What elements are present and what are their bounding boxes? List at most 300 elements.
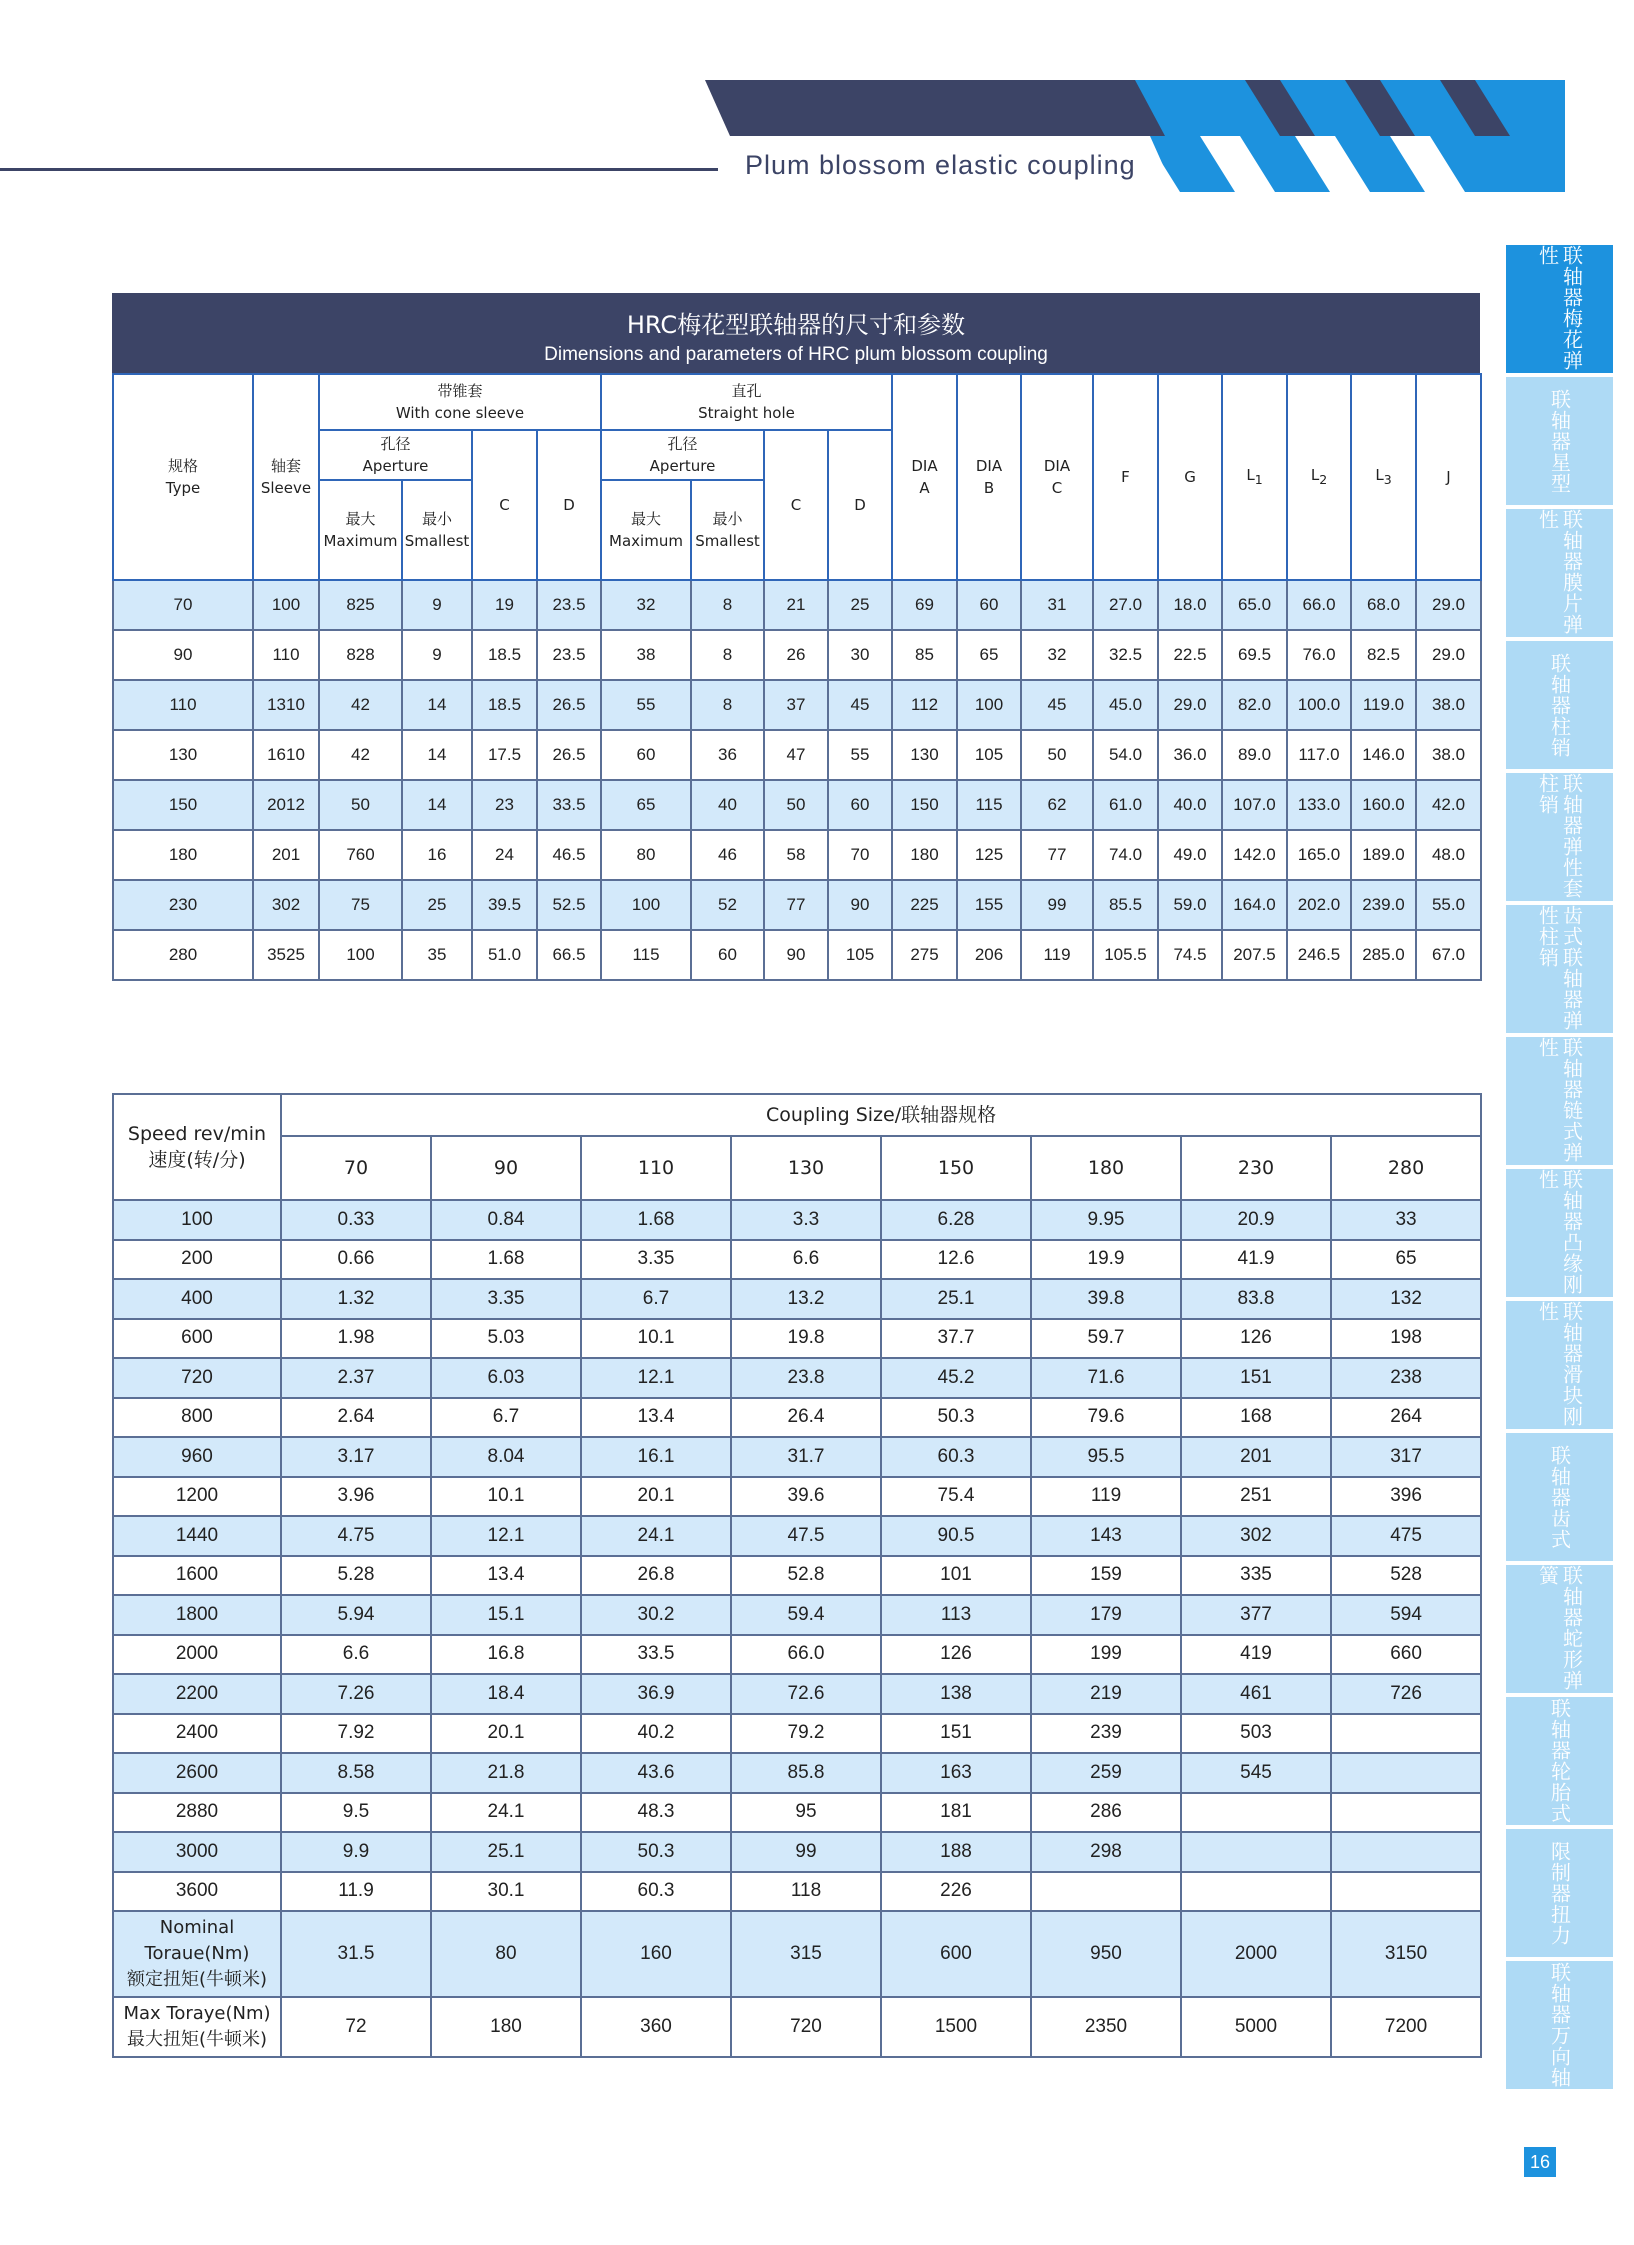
table-cell: 45.0 <box>1093 680 1158 730</box>
table-cell: 150 <box>113 780 253 830</box>
table-cell: 70 <box>828 830 892 880</box>
table-cell: 82.0 <box>1222 680 1287 730</box>
table-cell: 1610 <box>253 730 319 780</box>
table-cell: 32 <box>1021 630 1093 680</box>
th-size: 90 <box>431 1136 581 1200</box>
table-cell: 110 <box>113 680 253 730</box>
table-cell: 31 <box>1021 580 1093 630</box>
table-cell: 9 <box>402 580 472 630</box>
table-cell: 3600 <box>113 1872 281 1912</box>
table-cell: 239.0 <box>1351 880 1416 930</box>
th-l3: $L_3$ <box>1351 374 1416 580</box>
table-cell: 12.1 <box>581 1358 731 1398</box>
table-cell: 50.3 <box>881 1398 1031 1438</box>
side-tab-nav <box>1506 245 1613 2093</box>
table-cell: 39.8 <box>1031 1279 1181 1319</box>
table-cell: 48.3 <box>581 1793 731 1833</box>
table-cell: 115 <box>601 930 691 980</box>
table-row <box>113 1240 1481 1280</box>
table-cell: 2000 <box>1181 1911 1331 1997</box>
table-row <box>113 1635 1481 1675</box>
table-cell: 238 <box>1331 1358 1481 1398</box>
table-cell: 225 <box>892 880 957 930</box>
table-cell: 8 <box>691 580 764 630</box>
table-cell: 825 <box>319 580 402 630</box>
header-title: Plum blossom elastic coupling <box>745 150 1136 180</box>
table-cell <box>1031 1872 1181 1912</box>
th-straight-c: C <box>764 430 828 580</box>
table-cell: 60.3 <box>581 1872 731 1912</box>
table-cell: 24.1 <box>431 1793 581 1833</box>
table-cell: 1310 <box>253 680 319 730</box>
table-cell: 461 <box>1181 1674 1331 1714</box>
table-cell: 400 <box>113 1279 281 1319</box>
table-row <box>113 1556 1481 1596</box>
table-cell: 100 <box>957 680 1021 730</box>
th-j: J <box>1416 374 1481 580</box>
table-cell: 113 <box>881 1595 1031 1635</box>
table-cell: 37.7 <box>881 1319 1031 1359</box>
table-cell: 146.0 <box>1351 730 1416 780</box>
side-tab[interactable] <box>1506 1697 1613 1825</box>
table-cell: 130 <box>892 730 957 780</box>
table-cell: 80 <box>601 830 691 880</box>
table-cell <box>1181 1793 1331 1833</box>
table-row <box>113 680 1481 730</box>
th-l2: $L_2$ <box>1287 374 1351 580</box>
table-cell: 159 <box>1031 1556 1181 1596</box>
table-cell: 66.0 <box>731 1635 881 1675</box>
table-cell: 100.0 <box>1287 680 1351 730</box>
table-cell: 40.2 <box>581 1714 731 1754</box>
table-row <box>113 1832 1481 1872</box>
table-cell <box>1331 1714 1481 1754</box>
table-row <box>113 830 1481 880</box>
table-cell: 396 <box>1331 1477 1481 1517</box>
side-tab-label: 联轴器链式弹性 <box>1535 1037 1584 1163</box>
table-cell: 259 <box>1031 1753 1181 1793</box>
side-tab-label: 联轴器滑块刚性 <box>1535 1301 1584 1427</box>
table-cell: 85.5 <box>1093 880 1158 930</box>
table1-title-en: Dimensions and parameters of HRC plum blossom coupling <box>544 344 1048 365</box>
table-cell: 55.0 <box>1416 880 1481 930</box>
table-cell: 1440 <box>113 1516 281 1556</box>
table-cell <box>1331 1793 1481 1833</box>
table-cell: 18.5 <box>472 630 537 680</box>
table-cell: 8 <box>691 680 764 730</box>
table-cell: 11.9 <box>281 1872 431 1912</box>
table-cell: 21 <box>764 580 828 630</box>
table-cell: 119 <box>1021 930 1093 980</box>
table-cell: 26.5 <box>537 730 601 780</box>
table-cell: 24 <box>472 830 537 880</box>
table-cell: 20.1 <box>431 1714 581 1754</box>
table-cell: 180 <box>892 830 957 880</box>
table-cell: 26.5 <box>537 680 601 730</box>
table-cell: 21.8 <box>431 1753 581 1793</box>
table-cell <box>1331 1872 1481 1912</box>
table-cell: 26.4 <box>731 1398 881 1438</box>
table-cell: 8 <box>691 630 764 680</box>
table-cell: 76.0 <box>1287 630 1351 680</box>
table-row <box>113 1595 1481 1635</box>
table-cell: 38 <box>601 630 691 680</box>
table-cell: 100 <box>253 580 319 630</box>
table-cell: 3.35 <box>581 1240 731 1280</box>
table-cell: 160.0 <box>1351 780 1416 830</box>
table-cell: 79.6 <box>1031 1398 1181 1438</box>
side-tab-label: 联轴器凸缘刚性 <box>1535 1169 1584 1295</box>
table-cell: 9.95 <box>1031 1200 1181 1240</box>
table-cell: 3525 <box>253 930 319 980</box>
table-cell: 38.0 <box>1416 680 1481 730</box>
table-cell: 119.0 <box>1351 680 1416 730</box>
table-cell: 42 <box>319 680 402 730</box>
side-tab-label: 联轴器弹性套柱销 <box>1535 773 1584 899</box>
table-cell: 285.0 <box>1351 930 1416 980</box>
side-tab[interactable] <box>1506 1961 1613 2089</box>
table-cell: 85 <box>892 630 957 680</box>
table-cell: 23.8 <box>731 1358 881 1398</box>
table-cell: 594 <box>1331 1595 1481 1635</box>
table-cell: 6.7 <box>431 1398 581 1438</box>
table-cell: 960 <box>113 1437 281 1477</box>
table-cell: 95 <box>731 1793 881 1833</box>
side-tab[interactable] <box>1506 641 1613 769</box>
table-cell: 50 <box>319 780 402 830</box>
th-size: 180 <box>1031 1136 1181 1200</box>
table-cell: 199 <box>1031 1635 1181 1675</box>
th-dia-b: DIA B <box>957 374 1021 580</box>
table-cell: 65 <box>1331 1240 1481 1280</box>
table-cell: 75 <box>319 880 402 930</box>
side-tab-label: 联轴器蛇形弹簧 <box>1535 1565 1584 1691</box>
table-cell: 18.4 <box>431 1674 581 1714</box>
table-cell: 18.5 <box>472 680 537 730</box>
th-size: 110 <box>581 1136 731 1200</box>
table-cell: 3.35 <box>431 1279 581 1319</box>
th-cone-aperture: 孔径 Aperture <box>319 430 472 480</box>
power-rating-table <box>112 1093 1482 2058</box>
table-cell: 726 <box>1331 1674 1481 1714</box>
table-cell: 26.8 <box>581 1556 731 1596</box>
th-sleeve: 轴套 Sleeve <box>253 374 319 580</box>
table-cell: 54.0 <box>1093 730 1158 780</box>
table-cell: 298 <box>1031 1832 1181 1872</box>
table-cell: 8.58 <box>281 1753 431 1793</box>
table-cell: 4.75 <box>281 1516 431 1556</box>
table-cell: 29.0 <box>1158 680 1222 730</box>
table-row <box>113 1753 1481 1793</box>
table-cell: 46 <box>691 830 764 880</box>
table-cell: 60 <box>828 780 892 830</box>
table-cell: 200 <box>113 1240 281 1280</box>
table-cell: 2880 <box>113 1793 281 1833</box>
side-tab-label: 齿式联轴器弹性柱销 <box>1535 905 1584 1031</box>
th-straight-hole: 直孔 Straight hole <box>601 374 892 430</box>
table-cell: 20.9 <box>1181 1200 1331 1240</box>
table-cell: 10.1 <box>431 1477 581 1517</box>
table-cell: 30.1 <box>431 1872 581 1912</box>
table-cell: 100 <box>113 1200 281 1240</box>
table-cell: 2350 <box>1031 1997 1181 2057</box>
table-cell: 3.3 <box>731 1200 881 1240</box>
table-cell: 7.92 <box>281 1714 431 1754</box>
table-cell: 360 <box>581 1997 731 2057</box>
table-row <box>113 1358 1481 1398</box>
table-cell: 1.98 <box>281 1319 431 1359</box>
table-cell: 201 <box>1181 1437 1331 1477</box>
table-cell <box>1181 1872 1331 1912</box>
table-cell: 31.5 <box>281 1911 431 1997</box>
table-cell: 251 <box>1181 1477 1331 1517</box>
table-cell: 6.6 <box>281 1635 431 1675</box>
table-cell: 10.1 <box>581 1319 731 1359</box>
nominal-torque-row <box>113 1911 1481 1997</box>
table-cell: 15.1 <box>431 1595 581 1635</box>
table-cell: 90 <box>113 630 253 680</box>
table-cell: 105 <box>957 730 1021 780</box>
table-cell: 206 <box>957 930 1021 980</box>
table-cell: 95.5 <box>1031 1437 1181 1477</box>
table-cell: 37 <box>764 680 828 730</box>
side-tab[interactable] <box>1506 1169 1613 1297</box>
table-cell: 5000 <box>1181 1997 1331 2057</box>
table-cell: 23.5 <box>537 580 601 630</box>
table-cell: 12.6 <box>881 1240 1031 1280</box>
side-tab[interactable] <box>1506 1037 1613 1165</box>
table-cell: 246.5 <box>1287 930 1351 980</box>
table-cell: 99 <box>731 1832 881 1872</box>
th-l1: $L_1$ <box>1222 374 1287 580</box>
th-straight-min: 最小 Smallest <box>691 480 764 580</box>
table-cell: 3000 <box>113 1832 281 1872</box>
table-cell: 2.64 <box>281 1398 431 1438</box>
table-cell: 29.0 <box>1416 630 1481 680</box>
table-cell: 47.5 <box>731 1516 881 1556</box>
table-cell: 66.5 <box>537 930 601 980</box>
table-cell: 1200 <box>113 1477 281 1517</box>
table-cell: 33 <box>1331 1200 1481 1240</box>
table-cell: 105 <box>828 930 892 980</box>
side-tab[interactable] <box>1506 1565 1613 1693</box>
table-cell: 302 <box>253 880 319 930</box>
table-cell: 25.1 <box>431 1832 581 1872</box>
table-row <box>113 730 1481 780</box>
table-cell: 0.66 <box>281 1240 431 1280</box>
table-cell: 302 <box>1181 1516 1331 1556</box>
table-cell: 83.8 <box>1181 1279 1331 1319</box>
table-cell: 36 <box>691 730 764 780</box>
table-cell: 65 <box>957 630 1021 680</box>
table-cell: 950 <box>1031 1911 1181 1997</box>
table-cell: 29.0 <box>1416 580 1481 630</box>
table-cell: 5.03 <box>431 1319 581 1359</box>
th-straight-max: 最大 Maximum <box>601 480 691 580</box>
table-cell: 59.0 <box>1158 880 1222 930</box>
table-cell: 239 <box>1031 1714 1181 1754</box>
th-g: G <box>1158 374 1222 580</box>
table-row <box>113 880 1481 930</box>
table-cell: 75.4 <box>881 1477 1031 1517</box>
table-cell: 26 <box>764 630 828 680</box>
table-cell: 20.1 <box>581 1477 731 1517</box>
table-cell: 115 <box>957 780 1021 830</box>
table-cell: 264 <box>1331 1398 1481 1438</box>
table-cell: 13.4 <box>581 1398 731 1438</box>
table-cell: 85.8 <box>731 1753 881 1793</box>
th-cone-c: C <box>472 430 537 580</box>
table-cell: 155 <box>957 880 1021 930</box>
table-cell: 0.84 <box>431 1200 581 1240</box>
table-row <box>113 1674 1481 1714</box>
side-tab[interactable] <box>1506 905 1613 1033</box>
table-row <box>113 1279 1481 1319</box>
table-cell: 100 <box>601 880 691 930</box>
table-cell: 112 <box>892 680 957 730</box>
table-cell: 38.0 <box>1416 730 1481 780</box>
table-cell: 59.7 <box>1031 1319 1181 1359</box>
table-cell: 126 <box>1181 1319 1331 1359</box>
table-cell: 1.32 <box>281 1279 431 1319</box>
table-cell: 8.04 <box>431 1437 581 1477</box>
table-cell: 19.8 <box>731 1319 881 1359</box>
table-cell: 45.2 <box>881 1358 1031 1398</box>
table-cell: 41.9 <box>1181 1240 1331 1280</box>
max-torque-row <box>113 1997 1481 2057</box>
table-cell: 100 <box>319 930 402 980</box>
table-cell: 40.0 <box>1158 780 1222 830</box>
table-cell: 77 <box>764 880 828 930</box>
table-cell: 60 <box>691 930 764 980</box>
table-cell: 23 <box>472 780 537 830</box>
table-cell: 65 <box>601 780 691 830</box>
table-cell: 335 <box>1181 1556 1331 1596</box>
side-tab[interactable] <box>1506 509 1613 637</box>
nominal-torque-label: Nominal Toraue(Nm) 额定扭矩(牛顿米) <box>113 1911 281 1997</box>
side-tab[interactable] <box>1506 377 1613 505</box>
table-row <box>113 1477 1481 1517</box>
th-cone-sleeve: 带锥套 With cone sleeve <box>319 374 601 430</box>
table-cell: 12.1 <box>431 1516 581 1556</box>
table-cell: 52 <box>691 880 764 930</box>
table-cell: 9.5 <box>281 1793 431 1833</box>
side-tab-label: 联轴器膜片弹性 <box>1535 509 1584 635</box>
side-tab[interactable] <box>1506 773 1613 901</box>
table-cell: 7.26 <box>281 1674 431 1714</box>
table-cell: 168 <box>1181 1398 1331 1438</box>
table-row <box>113 1398 1481 1438</box>
table-cell: 165.0 <box>1287 830 1351 880</box>
table1-title <box>112 293 1480 373</box>
table-cell: 6.03 <box>431 1358 581 1398</box>
side-tab[interactable] <box>1506 1433 1613 1561</box>
side-tab-label: 联轴器万向轴 <box>1547 1962 1572 2088</box>
table-cell: 226 <box>881 1872 1031 1912</box>
table-row <box>113 1437 1481 1477</box>
table-cell: 33.5 <box>537 780 601 830</box>
table-cell: 23.5 <box>537 630 601 680</box>
table-cell: 14 <box>402 730 472 780</box>
table-cell: 30 <box>828 630 892 680</box>
table-cell: 49.0 <box>1158 830 1222 880</box>
table-cell: 25.1 <box>881 1279 1031 1319</box>
table-cell: 130 <box>113 730 253 780</box>
table-cell: 51.0 <box>472 930 537 980</box>
table-cell: 219 <box>1031 1674 1181 1714</box>
side-tab-label: 联轴器齿式 <box>1547 1444 1572 1550</box>
table-cell: 5.94 <box>281 1595 431 1635</box>
table-cell: 163 <box>881 1753 1031 1793</box>
table-cell: 105.5 <box>1093 930 1158 980</box>
table-cell: 207.5 <box>1222 930 1287 980</box>
table-cell: 45 <box>828 680 892 730</box>
table-row <box>113 1714 1481 1754</box>
table-cell: 13.4 <box>431 1556 581 1596</box>
table-cell: 142.0 <box>1222 830 1287 880</box>
side-tab[interactable] <box>1506 1829 1613 1957</box>
side-tab-label: 限制器扭力 <box>1547 1840 1572 1946</box>
table-cell: 1600 <box>113 1556 281 1596</box>
side-tab[interactable] <box>1506 245 1613 373</box>
side-tab-label: 联轴器星型 <box>1547 388 1572 494</box>
side-tab-label: 联轴器轮胎式 <box>1547 1698 1572 1824</box>
table-cell: 660 <box>1331 1635 1481 1675</box>
table-row <box>113 1516 1481 1556</box>
table-cell: 67.0 <box>1416 930 1481 980</box>
table-cell: 66.0 <box>1287 580 1351 630</box>
table-cell: 143 <box>1031 1516 1181 1556</box>
table-cell: 828 <box>319 630 402 680</box>
table-cell: 16.1 <box>581 1437 731 1477</box>
table-cell: 39.5 <box>472 880 537 930</box>
dimensions-table <box>112 373 1482 981</box>
table-cell: 132 <box>1331 1279 1481 1319</box>
table-cell: 151 <box>881 1714 1031 1754</box>
table-cell: 179 <box>1031 1595 1181 1635</box>
side-tab-label: 联轴器梅花弹性 <box>1535 245 1584 371</box>
table-row <box>113 1200 1481 1240</box>
table-cell: 60.3 <box>881 1437 1031 1477</box>
table-cell: 13.2 <box>731 1279 881 1319</box>
side-tab[interactable] <box>1506 1301 1613 1429</box>
table-cell: 800 <box>113 1398 281 1438</box>
table-cell: 80 <box>431 1911 581 1997</box>
table-cell: 2.37 <box>281 1358 431 1398</box>
table-cell: 545 <box>1181 1753 1331 1793</box>
table-cell: 164.0 <box>1222 880 1287 930</box>
table-cell: 70 <box>113 580 253 630</box>
th-type: 规格 Type <box>113 374 253 580</box>
table-cell: 286 <box>1031 1793 1181 1833</box>
table-cell: 59.4 <box>731 1595 881 1635</box>
th-straight-d: D <box>828 430 892 580</box>
table-cell: 48.0 <box>1416 830 1481 880</box>
table-cell: 202.0 <box>1287 880 1351 930</box>
table-cell: 125 <box>957 830 1021 880</box>
table-cell: 7200 <box>1331 1997 1481 2057</box>
table-cell: 90 <box>828 880 892 930</box>
table-cell: 760 <box>319 830 402 880</box>
table-cell: 118 <box>731 1872 881 1912</box>
table-cell: 50.3 <box>581 1832 731 1872</box>
table-cell: 36.0 <box>1158 730 1222 780</box>
table-cell: 65.0 <box>1222 580 1287 630</box>
table-cell: 377 <box>1181 1595 1331 1635</box>
table-cell: 1.68 <box>431 1240 581 1280</box>
table-cell <box>1331 1832 1481 1872</box>
table-cell: 72.6 <box>731 1674 881 1714</box>
